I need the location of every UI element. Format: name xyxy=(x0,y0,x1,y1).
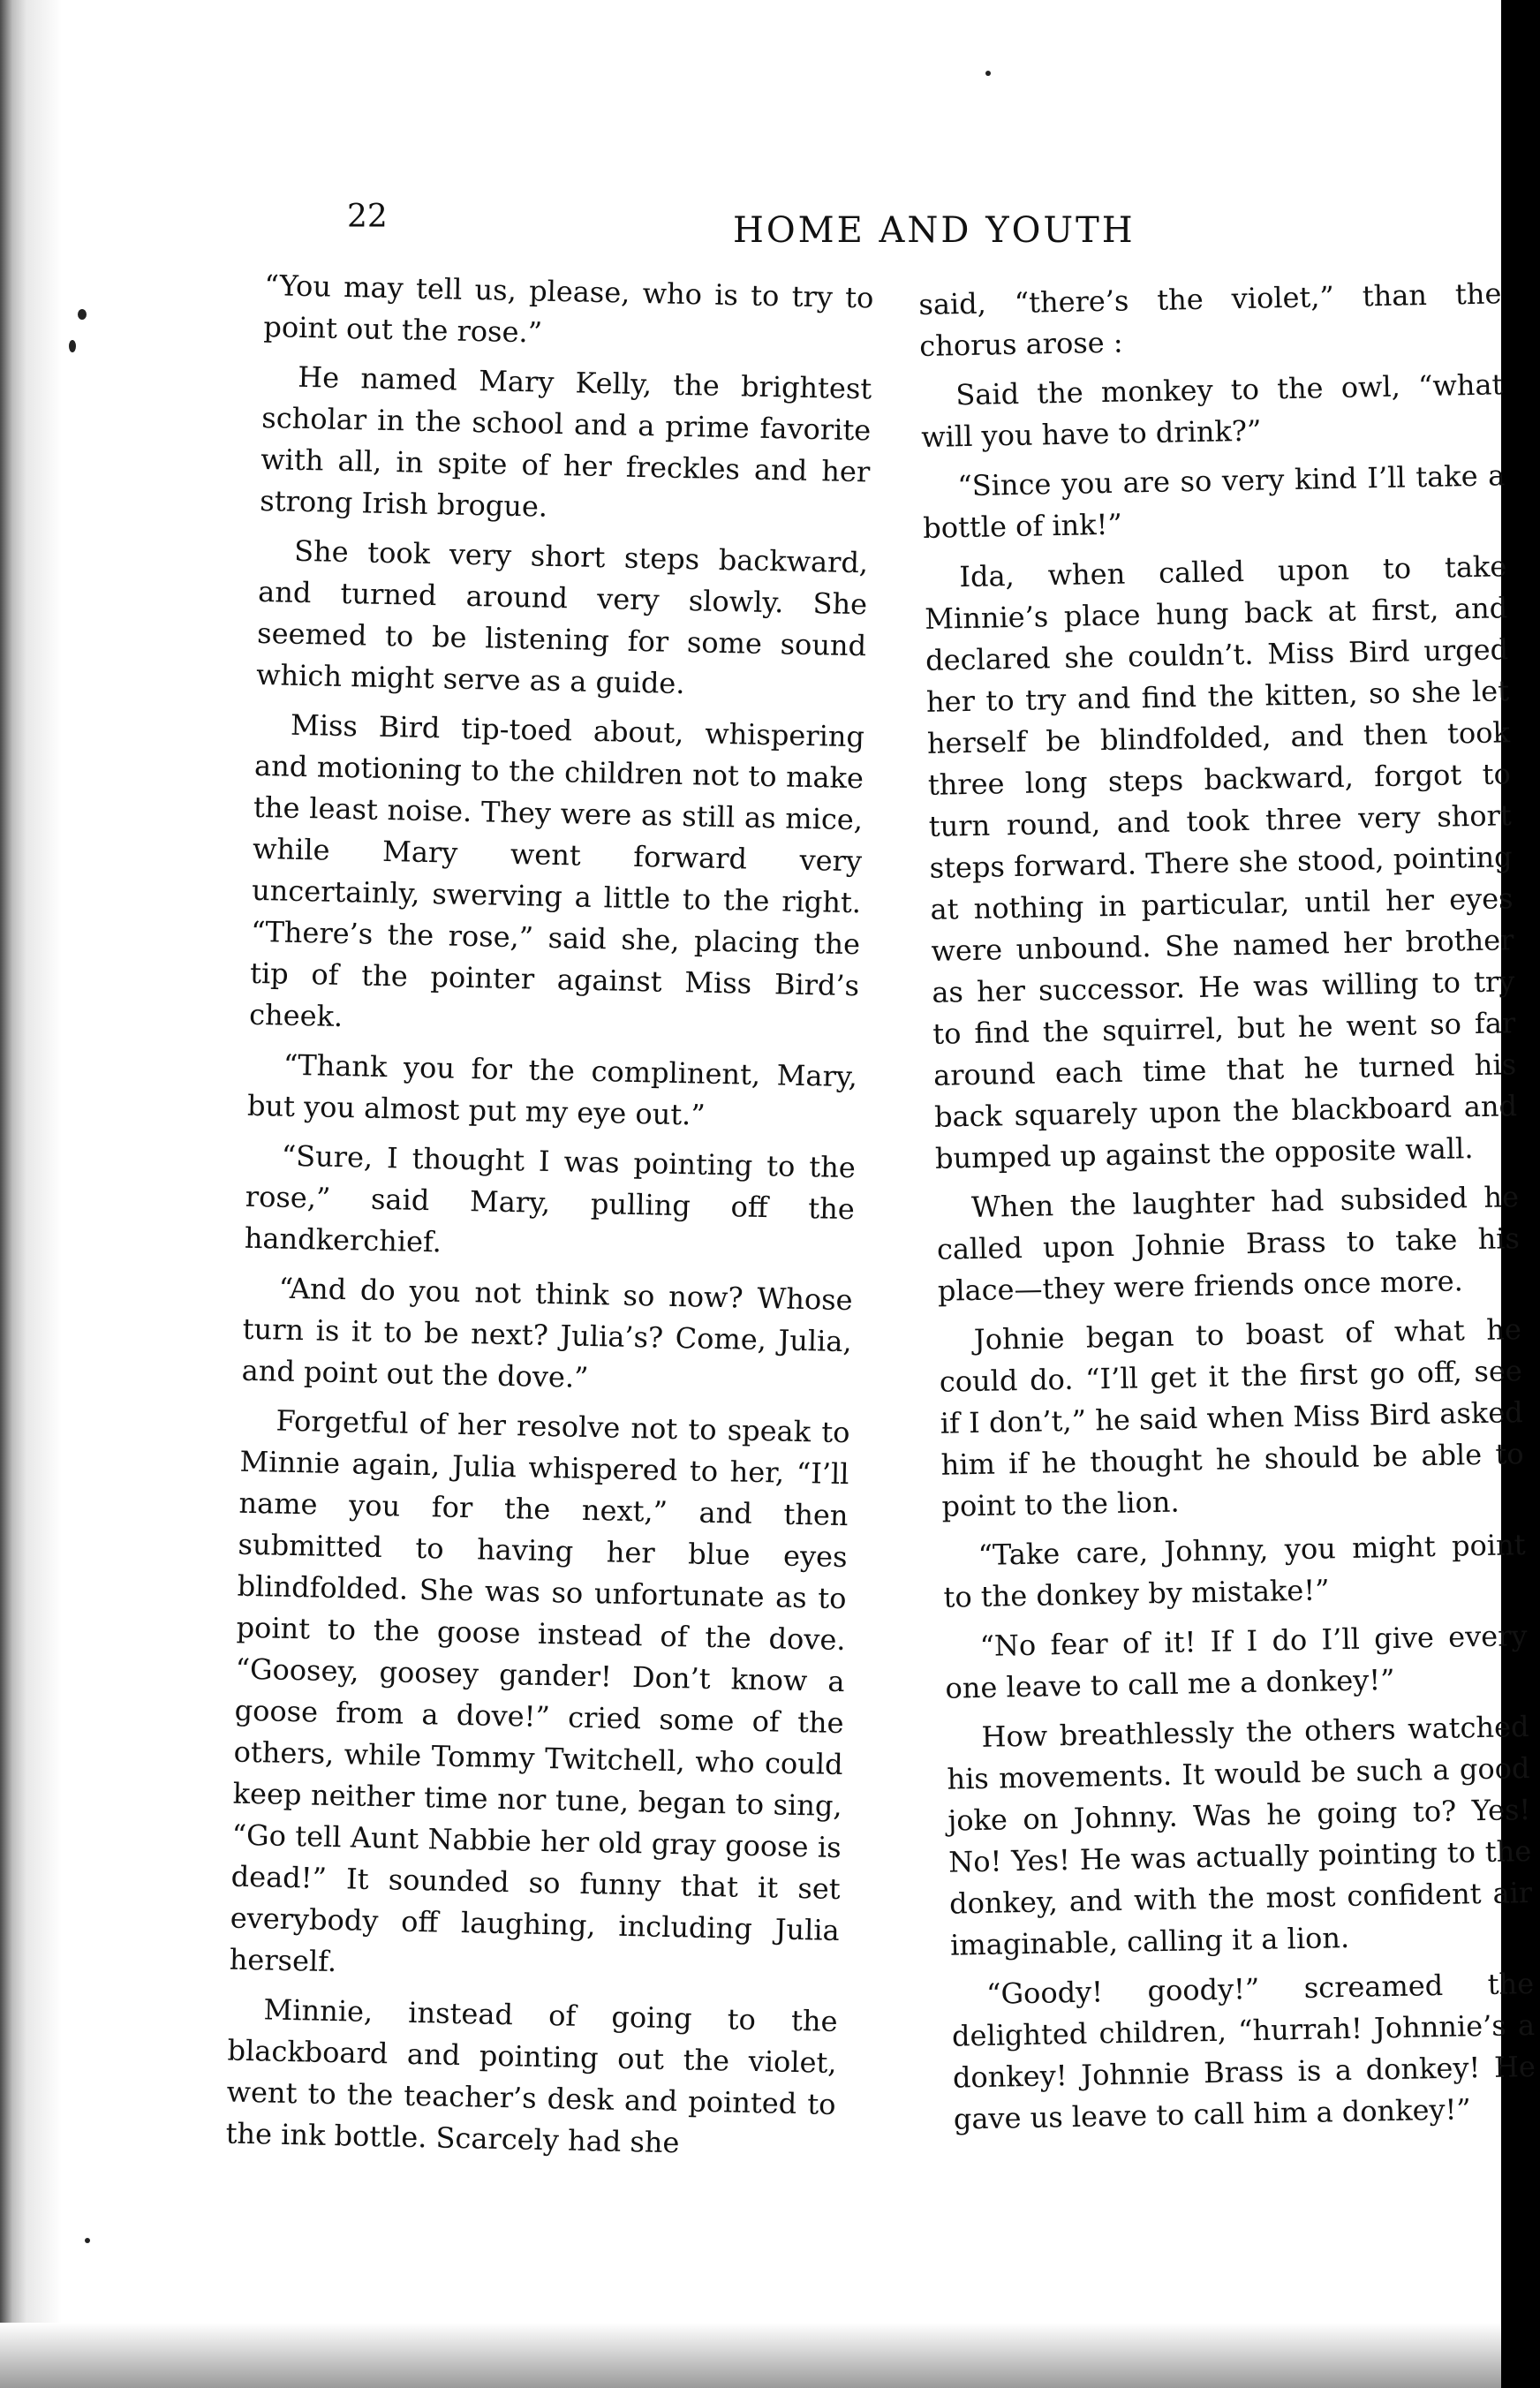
paragraph: “Take care, Johnny, you might point to the donkey by mistake!” xyxy=(943,1528,1526,1614)
ink-speck xyxy=(85,2238,90,2243)
right-text-column xyxy=(918,273,1536,2148)
paragraph: Minnie, instead of going to the blackboard and pointing out the violet, went to the teacher’s desk and pointed to the ink bottle. Scarcely had she xyxy=(225,1992,838,2160)
bottom-edge xyxy=(0,2323,1540,2388)
paragraph: “Goody! goody!” screamed the delighted children, “hurrah! Johnnie’s a donkey! Johnnie Brass is a donkey! He gave us leave to call him a donkey!” xyxy=(951,1966,1536,2136)
paragraph: When the laughter had subsided he called upon Johnie Brass to take his place—they were friends once more. xyxy=(936,1180,1521,1308)
paragraph: How breathlessly the others watched his movements. It would be such a good joke on Johnny. Was he going to? Yes! No! Yes! He was actually pointing to the donkey, and with the most confident air imaginable, calling it a lion. xyxy=(947,1710,1533,1962)
paragraph: Forgetful of her resolve not to speak to Minnie again, Julia whispered to her, “I’ll name you for the next,” and then submitted to having her blue eyes blindfolded. She was so unfortunate as to point to the goose instead of the dove. “Goosey, goosey gander! Don’t know a goose from a dove!” cried some of the others, while Tommy Twitchell, who could keep neither time nor tune, began to sing, “Go tell Aunt Nabbie her old gray goose is dead!” It sounded so funny that it set everybody off laughing, including Julia herself. xyxy=(229,1403,850,1979)
paragraph-continued: said, “there’s the violet,” than the chorus arose : xyxy=(918,276,1502,363)
paragraph: “Sure, I thought I was pointing to the rose,” said Mary, pulling off the handkerchief. xyxy=(244,1138,857,1259)
running-head: HOME AND YOUTH xyxy=(733,210,1136,251)
ink-speck xyxy=(985,71,991,76)
paragraph: “No fear of it! If I do I’ll give every one leave to call me a donkey!” xyxy=(945,1619,1528,1705)
ink-speck xyxy=(69,340,76,352)
paragraph: Ida, when called upon to take Minnie’s place hung back at first, and declared she couldn’t. Miss Bird urged her to try and find the kitten, so she let herself be blindfolded, and then took three long steps backward, forgot to turn round, and took three very short steps forward. There she stood, pointing at nothing in particular, until her eyes were unbound. She named her brother as her successor. He was willing to try to find the squirrel, but he went so far around each time that he turned his back squarely upon the blackboard and bumped up against the opposite wall. xyxy=(924,549,1518,1175)
paragraph: “And do you not think so now? Whose turn is it to be next? Julia’s? Come, Julia, and point out the dove.” xyxy=(241,1271,853,1394)
paragraph: He named Mary Kelly, the brightest scholar in the school and a prime favorite with all, in spite of her freckles and her strong Irish brogue. xyxy=(260,359,872,524)
paragraph: Johnie began to boast of what he could do. “I’ll get it the first go off, see if I don’t,” he said when Miss Bird asked him if he thought he should be able to point to the lion. xyxy=(939,1312,1524,1523)
ink-speck xyxy=(78,309,87,320)
paragraph: Miss Bird tip-toed about, whispering and motioning to the children not to make the least noise. They were as still as mice, while Mary went forward very uncertainly, swerving a little to the right. “There’s the rose,” said she, placing the tip of the pointer against Miss Bird’s cheek. xyxy=(248,707,865,1034)
paragraph: “Thank you for the complinent, Mary, but you almost put my eye out.” xyxy=(246,1047,858,1132)
left-text-column xyxy=(225,265,874,2175)
paragraph: She took very short steps backward, and turned around very slowly. She seemed to be listening for some sound which might serve as a guide. xyxy=(255,533,869,701)
paragraph: “Since you are so very kind I’ll take a bottle of ink!” xyxy=(922,458,1506,545)
binding-shadow xyxy=(0,0,62,2388)
page-number: 22 xyxy=(347,199,388,235)
paragraph: Said the monkey to the owl, “what will you have to drink?” xyxy=(920,367,1504,454)
paragraph: “You may tell us, please, who is to try to point out the rose.” xyxy=(263,268,874,350)
